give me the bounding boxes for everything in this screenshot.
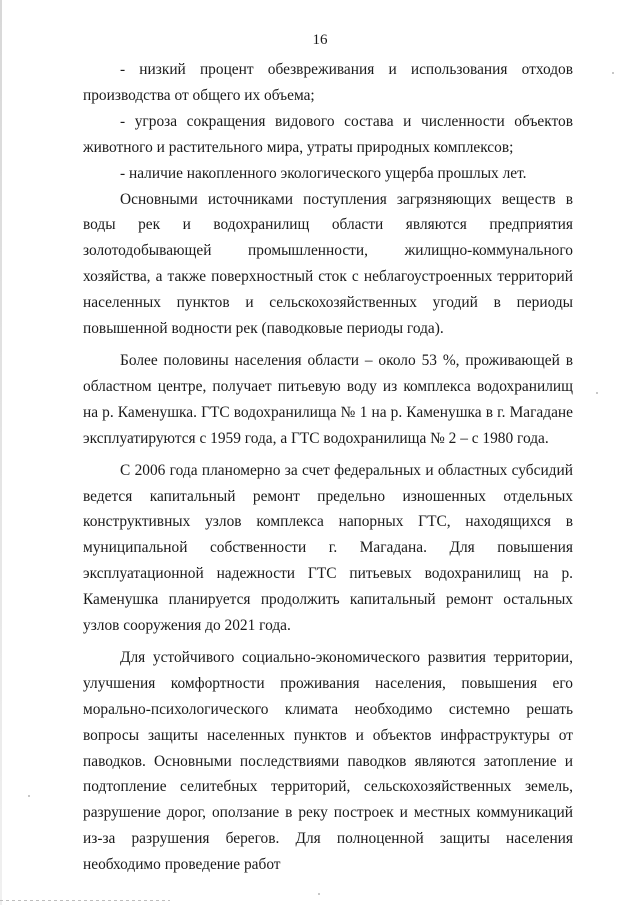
list-item-waste: - низкий процент обезвреживания и использования отходов производства от общего их объема; <box>83 61 573 104</box>
scan-speck <box>612 72 614 74</box>
list-item-accumulated-damage: - наличие накопленного экологического ущерба прошлых лет. <box>120 164 527 182</box>
scan-speck <box>596 392 598 394</box>
paragraph-water-supply: Более половины населения области – около 53 %, проживающей в областном центре, получает питьевую воду из комплекса водохранилищ на р. Каменушка. ГТС водохранилища № 1 на р. Каменушка в г. Магадане эксплуатируются с 1959 года, а ГТС водохранилища № 2 – с 1980 года. <box>83 351 573 447</box>
paragraph-repair-program: С 2006 года планомерно за счет федеральных и областных субсидий ведется капитальный ремонт предельно изношенных отдельных конструктивных узлов комплекса напорных ГТС, находящихся в муниципальной собственности г. Магадана. Для повышения эксплуатационной надежности ГТС питьевых водохранилищ на р. Каменушка планируется продолжить капитальный ремонт остальных узлов сооружения до 2021 года. <box>83 461 573 635</box>
scan-speck <box>318 893 320 895</box>
page-number: 16 <box>312 32 328 48</box>
paragraph-pollution-sources: Основными источниками поступления загрязняющих веществ в воды рек и водохранилищ области являются предприятия золотодобывающей промышленности, жилищно-коммунального хозяйства, а также поверхностный сток с неблагоустроенных территорий населенных пунктов и сельскохозяйственных угодий в периоды повышенной водности рек (паводковые периоды года). <box>83 190 573 338</box>
document-body <box>83 57 573 878</box>
paragraph-flood-protection: Для устойчивого социально-экономического развития территории, улучшения комфортности проживания населения, повышения его морально-психологического климата необходимо системно решать вопросы защиты населенных пунктов и объектов инфраструктуры от паводков. Основными последствиями паводков являются затопление и подтопление селитебных территорий, сельскохозяйственных земель, разрушение дорог, оползание в реку построек и местных коммуникаций из-за разрушения берегов. Для полноценной защиты населения необходимо проведение работ <box>83 648 573 874</box>
scan-speck <box>28 795 30 797</box>
list-item-biodiversity: - угроза сокращения видового состава и численности объектов животного и растительного мира, утраты природных комплексов; <box>83 112 573 156</box>
scan-edge-shadow <box>0 0 2 905</box>
scan-bottom-artifact <box>0 900 170 901</box>
